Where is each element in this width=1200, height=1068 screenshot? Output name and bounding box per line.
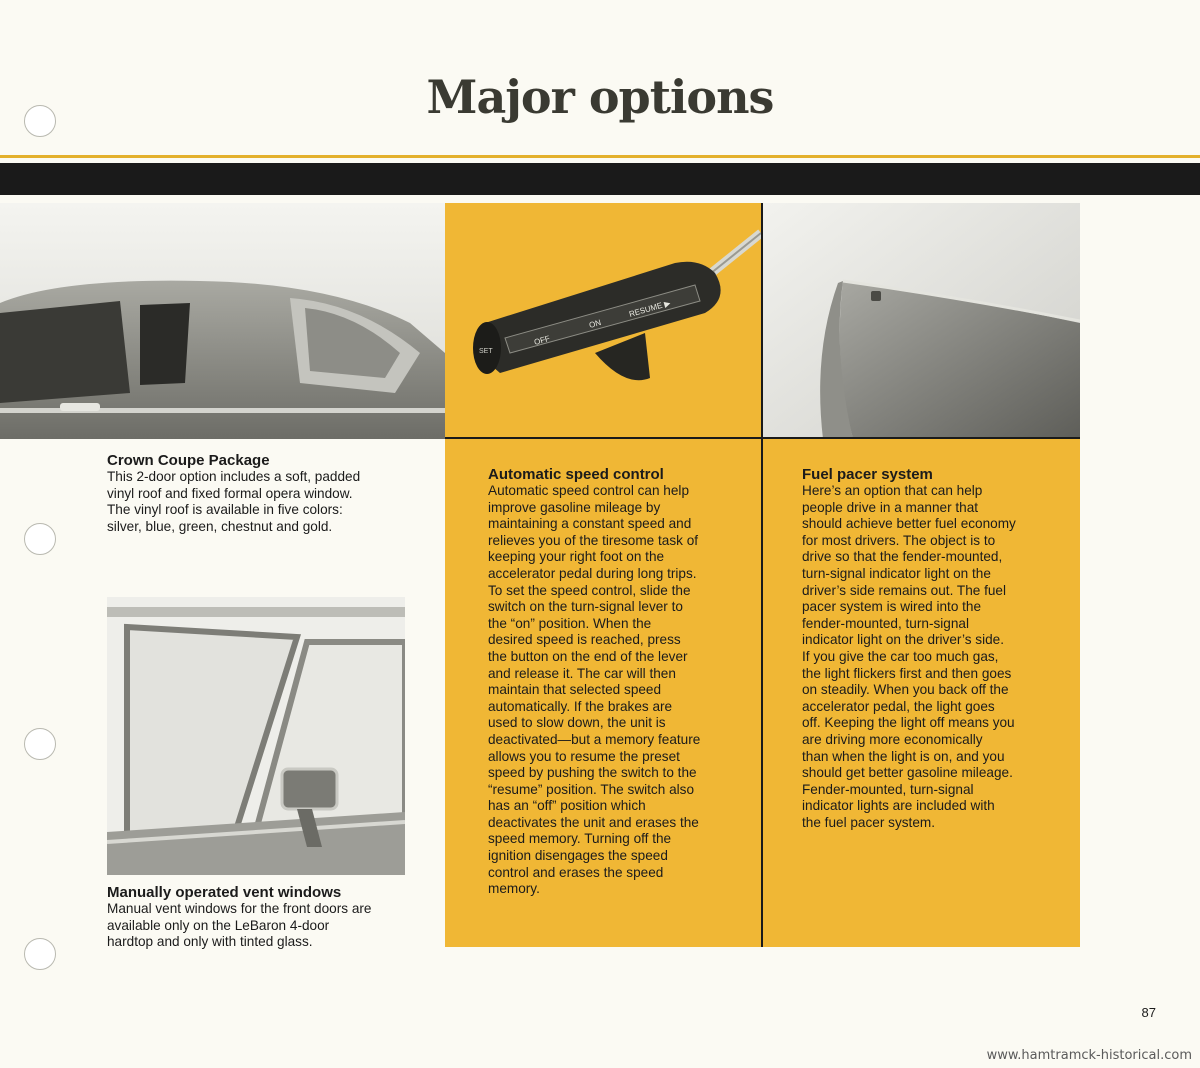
header-rule-yellow [0,155,1200,158]
lever-off-label: OFF [533,333,551,347]
crown-coupe-section [107,452,437,535]
fuel-pacer-heading: Fuel pacer system [802,466,933,483]
speed-control-body: Automatic speed control can help improve gasoline mileage by maintaining a constant speed and relieves you of the tiresome task of keeping your right foot on the accelerator pedal during long trips. To set the speed control, slide the switch on the turn-signal lever to the “on” position. When the desired speed is reached, press the button on the end of the lever and release it. The car will then maintain that selected speed automatically. If the brakes are used to slow down, the unit is deactivated—but a memory feature allows you to resume the preset speed by pushing the switch to the “resume” position. The switch also has an “off” position which deactivates the unit and erases the speed memory. Turning off the ignition disengages the speed control and erases the speed memory. [488,483,701,897]
fuel-pacer-photo [763,203,1080,439]
lever-on-label: ON [588,317,603,330]
binder-hole [24,938,56,970]
crown-coupe-heading: Crown Coupe Package [107,452,270,469]
vent-window-photo [107,597,405,875]
crown-coupe-body: This 2-door option includes a soft, padded vinyl roof and fixed formal opera window. The vinyl roof is available in five colors: silver, blue, green, chestnut and gold. [107,469,361,534]
crown-coupe-photo [0,203,445,439]
binder-hole [24,728,56,760]
fuel-pacer-body: Here’s an option that can help people drive in a manner that should achieve better fuel economy for most drivers. The object is to drive so that the fender-mounted, turn-signal indicator light on the driver’s side remains out. The fuel pacer system is wired into the fender-mounted, turn-signal indicator light on the driver’s side. If you give the car too much gas, the light flickers first and then goes on steadily. When you back off the accelerator pedal, the light goes off. Keeping the light off means you are driving more economically than when the light is on, and you should get better gasoline mileage. Fender-mounted, turn-signal indicator lights are included with the fuel pacer system. [802,483,1016,830]
lever-resume-label: RESUME ▶ [628,298,672,319]
page-title: Major options [426,70,774,124]
speed-control-heading: Automatic speed control [488,466,664,483]
photo-divider [445,437,1080,439]
binder-hole [24,523,56,555]
header-rule-black [0,163,1200,195]
watermark: www.hamtramck-historical.com [986,1048,1192,1063]
vent-windows-heading: Manually operated vent windows [107,884,342,901]
fuel-pacer-section [802,466,1077,831]
column-divider [761,203,763,947]
page-number: 87 [1141,1005,1156,1020]
speed-control-section [488,466,758,898]
speed-control-photo [445,203,761,439]
vent-windows-section [107,884,437,951]
vent-windows-body: Manual vent windows for the front doors are available only on the LeBaron 4-door hardtop and only with tinted glass. [107,901,372,950]
lever-set-label: SET [479,348,493,355]
